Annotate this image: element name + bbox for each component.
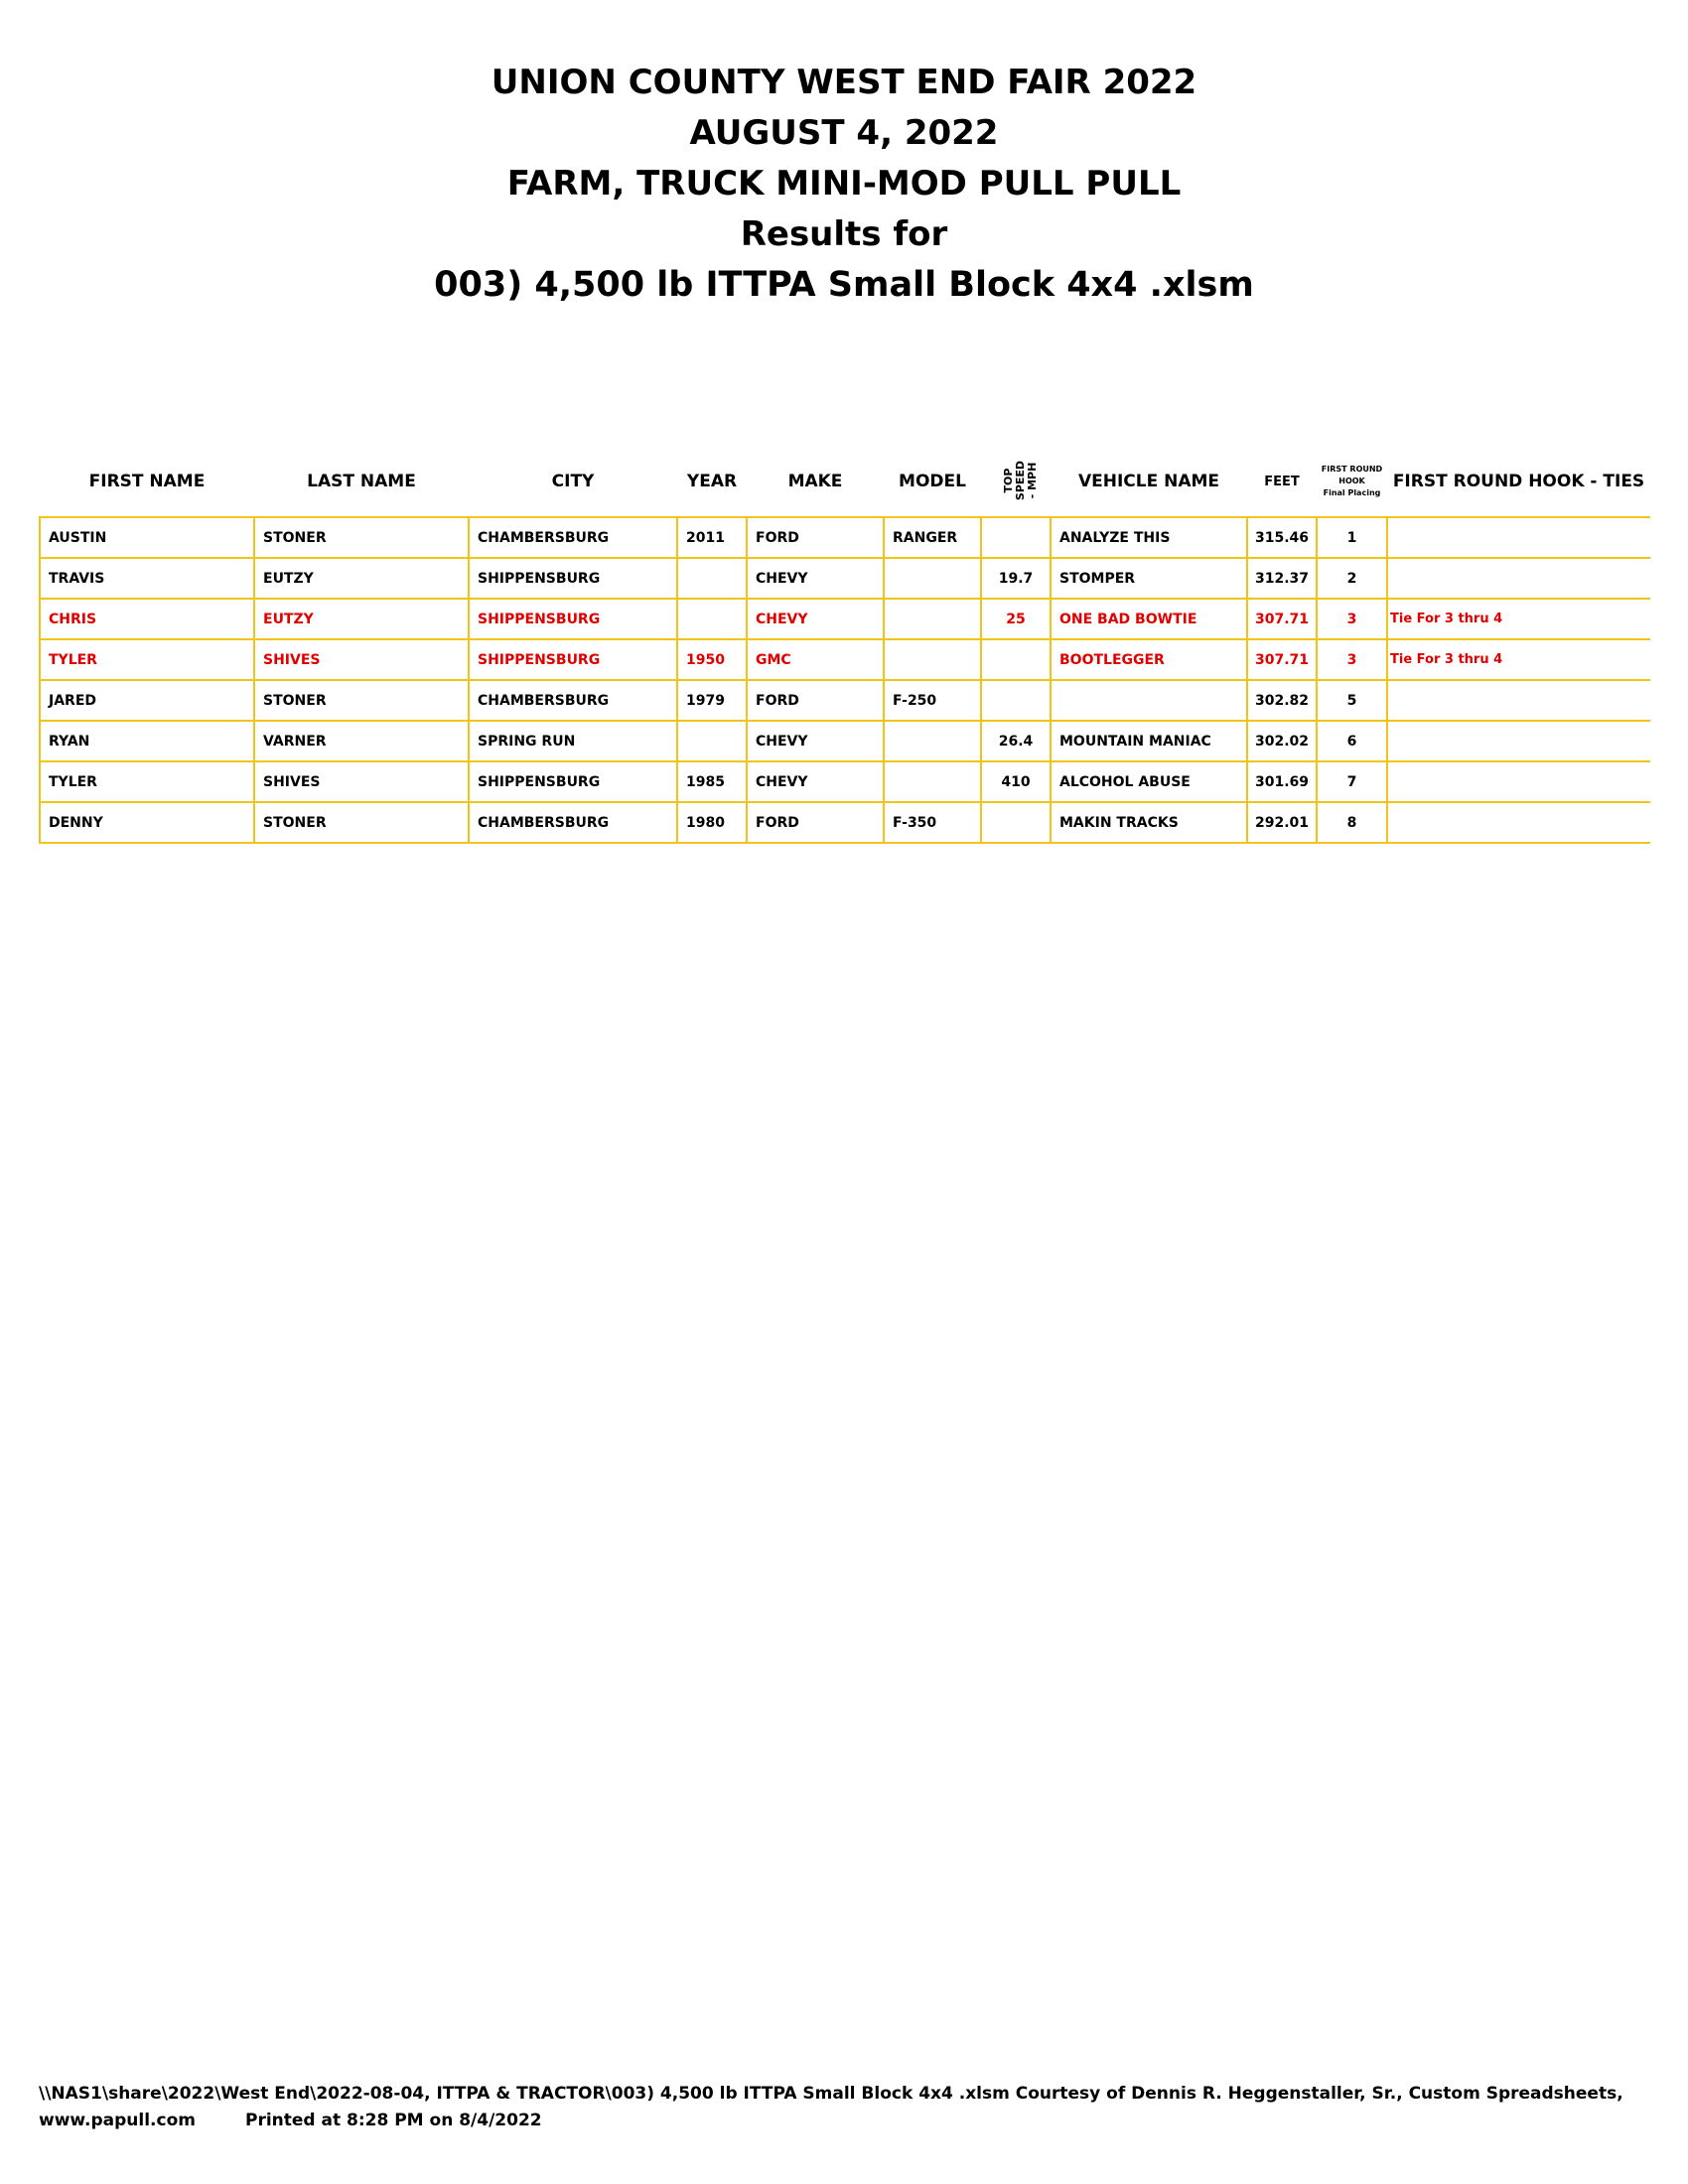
page-footer [39,2081,1657,2134]
cell-city: SHIPPENSBURG [469,558,677,599]
cell-first-name: DENNY [40,802,254,843]
cell-last-name: SHIVES [254,639,469,680]
cell-placing: 1 [1317,517,1387,558]
cell-city: CHAMBERSBURG [469,517,677,558]
table-row [40,802,1650,843]
cell-first-name: TYLER [40,761,254,802]
cell-model [884,599,981,639]
cell-city: CHAMBERSBURG [469,680,677,721]
cell-ties: Tie For 3 thru 4 [1387,639,1650,680]
event-date: AUGUST 4, 2022 [689,113,999,153]
cell-city: SHIPPENSBURG [469,599,677,639]
cell-vehicle-name: BOOTLEGGER [1051,639,1247,680]
results-table [39,447,1650,844]
cell-year [677,721,747,761]
cell-feet: 307.71 [1247,639,1317,680]
event-title: UNION COUNTY WEST END FAIR 2022 [491,63,1197,102]
cell-ties [1387,761,1650,802]
cell-model [884,761,981,802]
col-top-speed-line2: SPEED [1014,460,1027,501]
cell-vehicle-name: MAKIN TRACKS [1051,802,1247,843]
cell-placing: 5 [1317,680,1387,721]
col-make: MAKE [787,472,843,491]
col-top-speed-line3: - MPH [1026,462,1039,499]
cell-top-speed: 19.7 [981,558,1051,599]
cell-ties [1387,802,1650,843]
cell-year: 1979 [677,680,747,721]
table-row [40,721,1650,761]
results-for-label: Results for [740,214,948,254]
cell-first-name: RYAN [40,721,254,761]
cell-ties [1387,680,1650,721]
col-model: MODEL [899,472,966,491]
cell-last-name: SHIVES [254,761,469,802]
cell-feet: 302.02 [1247,721,1317,761]
cell-vehicle-name: MOUNTAIN MANIAC [1051,721,1247,761]
cell-placing: 3 [1317,599,1387,639]
cell-last-name: EUTZY [254,599,469,639]
cell-ties [1387,517,1650,558]
col-year: YEAR [686,472,738,491]
cell-model [884,721,981,761]
cell-top-speed [981,680,1051,721]
table-header-row [40,447,1650,517]
col-placing-line1: FIRST ROUND [1321,465,1383,474]
cell-model: F-250 [884,680,981,721]
cell-make: CHEVY [747,721,884,761]
cell-feet: 315.46 [1247,517,1317,558]
cell-ties [1387,721,1650,761]
col-vehicle-name: VEHICLE NAME [1077,472,1220,491]
cell-make: FORD [747,517,884,558]
cell-top-speed: 25 [981,599,1051,639]
cell-top-speed: 410 [981,761,1051,802]
cell-city: SHIPPENSBURG [469,761,677,802]
cell-city: SHIPPENSBURG [469,639,677,680]
cell-first-name: TRAVIS [40,558,254,599]
cell-placing: 3 [1317,639,1387,680]
cell-placing: 6 [1317,721,1387,761]
col-placing-line3: Final Placing [1323,488,1381,497]
cell-year: 2011 [677,517,747,558]
cell-feet: 301.69 [1247,761,1317,802]
table-row [40,599,1650,639]
cell-feet: 307.71 [1247,599,1317,639]
cell-ties: Tie For 3 thru 4 [1387,599,1650,639]
cell-ties [1387,558,1650,599]
page-header [0,58,1688,311]
table-row [40,517,1650,558]
table-row [40,639,1650,680]
cell-vehicle-name: ONE BAD BOWTIE [1051,599,1247,639]
col-top-speed [981,447,1051,517]
cell-model: RANGER [884,517,981,558]
pull-type: FARM, TRUCK MINI-MOD PULL PULL [506,164,1182,204]
cell-year: 1985 [677,761,747,802]
col-placing [1317,447,1387,517]
col-feet: FEET [1264,474,1300,489]
cell-year [677,558,747,599]
cell-year [677,599,747,639]
col-last-name: LAST NAME [307,472,416,491]
cell-last-name: STONER [254,802,469,843]
cell-make: CHEVY [747,558,884,599]
cell-last-name: STONER [254,517,469,558]
cell-top-speed [981,639,1051,680]
cell-year: 1980 [677,802,747,843]
col-top-speed-line1: TOP [1002,468,1015,493]
col-city: CITY [551,472,595,491]
cell-make: FORD [747,802,884,843]
cell-top-speed [981,517,1051,558]
cell-year: 1950 [677,639,747,680]
col-placing-line2: HOOK [1338,477,1365,485]
cell-feet: 292.01 [1247,802,1317,843]
cell-first-name: TYLER [40,639,254,680]
footer-website: www.papull.com [39,2111,196,2130]
cell-model [884,558,981,599]
footer-file-path: \\NAS1\share\2022\West End\2022-08-04, ITTPA & TRACTOR\003) 4,500 lb ITTPA Small Block 4x4 .xlsm Courtesy of Dennis R. Heggenstaller, Sr., Custom Spreadsheets, [39,2084,1623,2104]
cell-placing: 8 [1317,802,1387,843]
class-file-name: 003) 4,500 lb ITTPA Small Block 4x4 .xlsm [434,265,1254,305]
col-ties: FIRST ROUND HOOK - TIES [1392,471,1645,491]
table-row [40,680,1650,721]
cell-last-name: STONER [254,680,469,721]
cell-placing: 7 [1317,761,1387,802]
footer-printed-timestamp: Printed at 8:28 PM on 8/4/2022 [244,2111,542,2130]
cell-vehicle-name [1051,680,1247,721]
cell-feet: 302.82 [1247,680,1317,721]
cell-last-name: VARNER [254,721,469,761]
cell-make: CHEVY [747,599,884,639]
cell-make: GMC [747,639,884,680]
cell-top-speed: 26.4 [981,721,1051,761]
cell-city: SPRING RUN [469,721,677,761]
cell-model: F-350 [884,802,981,843]
cell-make: CHEVY [747,761,884,802]
cell-city: CHAMBERSBURG [469,802,677,843]
cell-feet: 312.37 [1247,558,1317,599]
cell-top-speed [981,802,1051,843]
table-row [40,558,1650,599]
cell-first-name: CHRIS [40,599,254,639]
cell-last-name: EUTZY [254,558,469,599]
cell-first-name: JARED [40,680,254,721]
cell-vehicle-name: ALCOHOL ABUSE [1051,761,1247,802]
cell-model [884,639,981,680]
cell-vehicle-name: ANALYZE THIS [1051,517,1247,558]
table-row [40,761,1650,802]
cell-placing: 2 [1317,558,1387,599]
cell-make: FORD [747,680,884,721]
cell-first-name: AUSTIN [40,517,254,558]
cell-vehicle-name: STOMPER [1051,558,1247,599]
col-first-name: FIRST NAME [88,472,206,491]
